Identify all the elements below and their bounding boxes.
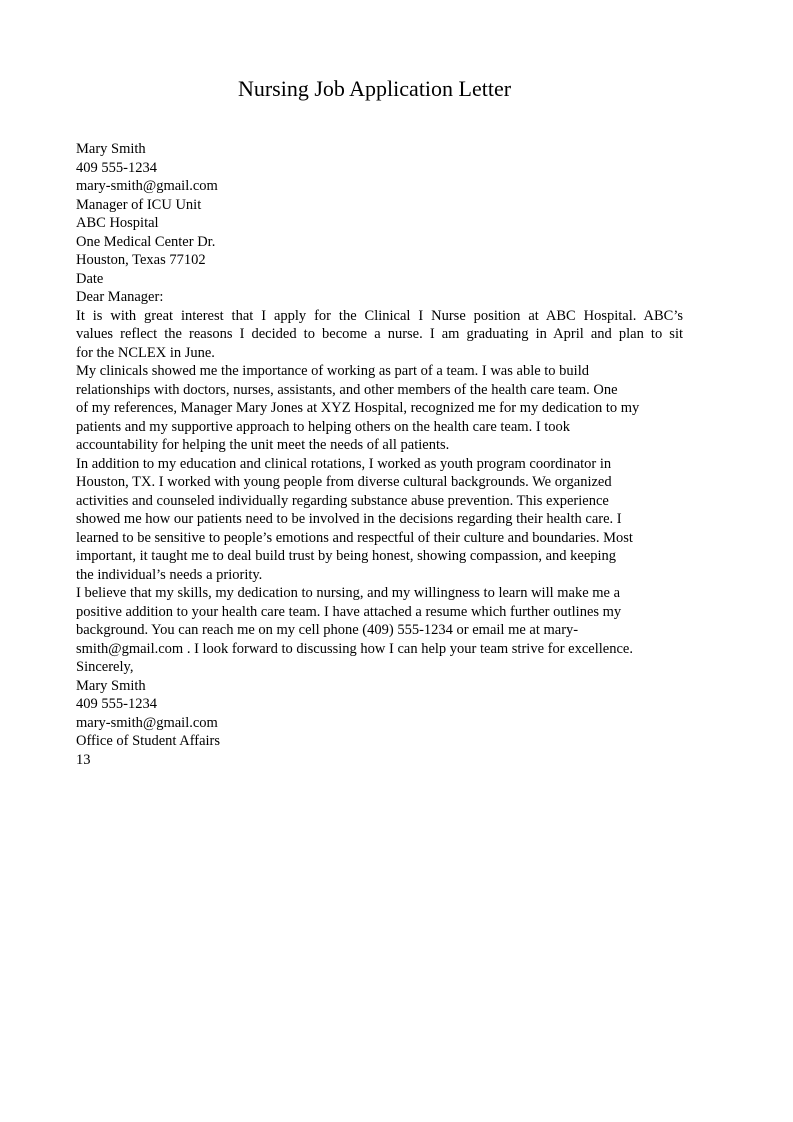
signature-email: mary-smith@gmail.com (76, 714, 218, 731)
letter-title: Nursing Job Application Letter (237, 76, 512, 101)
paragraph-line: for the NCLEX in June. (76, 344, 215, 361)
signature-number: 13 (76, 751, 91, 768)
signature-phone: 409 555-1234 (76, 696, 157, 712)
paragraph-line: relationships with doctors, nurses, assistants, and other members of the health care team. One (76, 381, 618, 398)
signature-name: Mary Smith (76, 677, 146, 694)
sender-phone: 409 555-1234 (76, 159, 157, 176)
salutation: Dear Manager: (76, 289, 164, 305)
signature-office: Office of Student Affairs (76, 733, 221, 749)
paragraph-line: of my references, Manager Mary Jones at XYZ Hospital, recognized me for my dedication to my (76, 400, 640, 416)
paragraph-line: learned to be sensitive to people’s emotions and respectful of their culture and boundaries. Most (76, 529, 633, 546)
closing: Sincerely, (76, 659, 134, 675)
paragraph-line: activities and counseled individually regarding substance abuse prevention. This experience (76, 492, 609, 509)
paragraph-line: accountability for helping the unit meet the needs of all patients. (76, 437, 450, 453)
sender-email: mary-smith@gmail.com (76, 178, 218, 194)
paragraph-line: It is with great interest that I apply for the Clinical I Nurse position at ABC Hospital. ABC’s (76, 307, 683, 324)
paragraph-line: In addition to my education and clinical rotations, I worked as youth program coordinator in (76, 455, 612, 472)
paragraph-line: I believe that my skills, my dedication to nursing, and my willingness to learn will make me a (76, 585, 621, 601)
recipient-title: Manager of ICU Unit (76, 196, 202, 213)
paragraph-line: patients and my supportive approach to helping others on the health care team. I took (76, 418, 571, 435)
paragraph-line: positive addition to your health care team. I have attached a resume which further outlines my (76, 603, 622, 620)
paragraph-line: smith@gmail.com . I look forward to discussing how I can help your team strive for excellence. (76, 640, 633, 657)
recipient-city: Houston, Texas 77102 (76, 252, 206, 268)
letter-date: Date (76, 270, 104, 287)
paragraph-line: My clinicals showed me the importance of working as part of a team. I was able to build (76, 363, 589, 379)
letter-body (76, 140, 683, 769)
paragraph-line: important, it taught me to deal build trust by being honest, showing compassion, and keeping (76, 548, 617, 564)
sender-name: Mary Smith (76, 141, 146, 157)
paragraph-line: Houston, TX. I worked with young people from diverse cultural backgrounds. We organized (76, 474, 612, 490)
paragraph-line: showed me how our patients need to be involved in the decisions regarding their health care. I (76, 511, 622, 527)
recipient-organization: ABC Hospital (76, 215, 159, 231)
paragraph-line: the individual’s needs a priority. (76, 566, 263, 583)
paragraph-line: background. You can reach me on my cell phone (409) 555-1234 or email me at mary- (76, 622, 579, 638)
paragraph-line: values reflect the reasons I decided to become a nurse. I am graduating in April and plan to sit (76, 326, 683, 342)
recipient-street: One Medical Center Dr. (76, 233, 216, 250)
